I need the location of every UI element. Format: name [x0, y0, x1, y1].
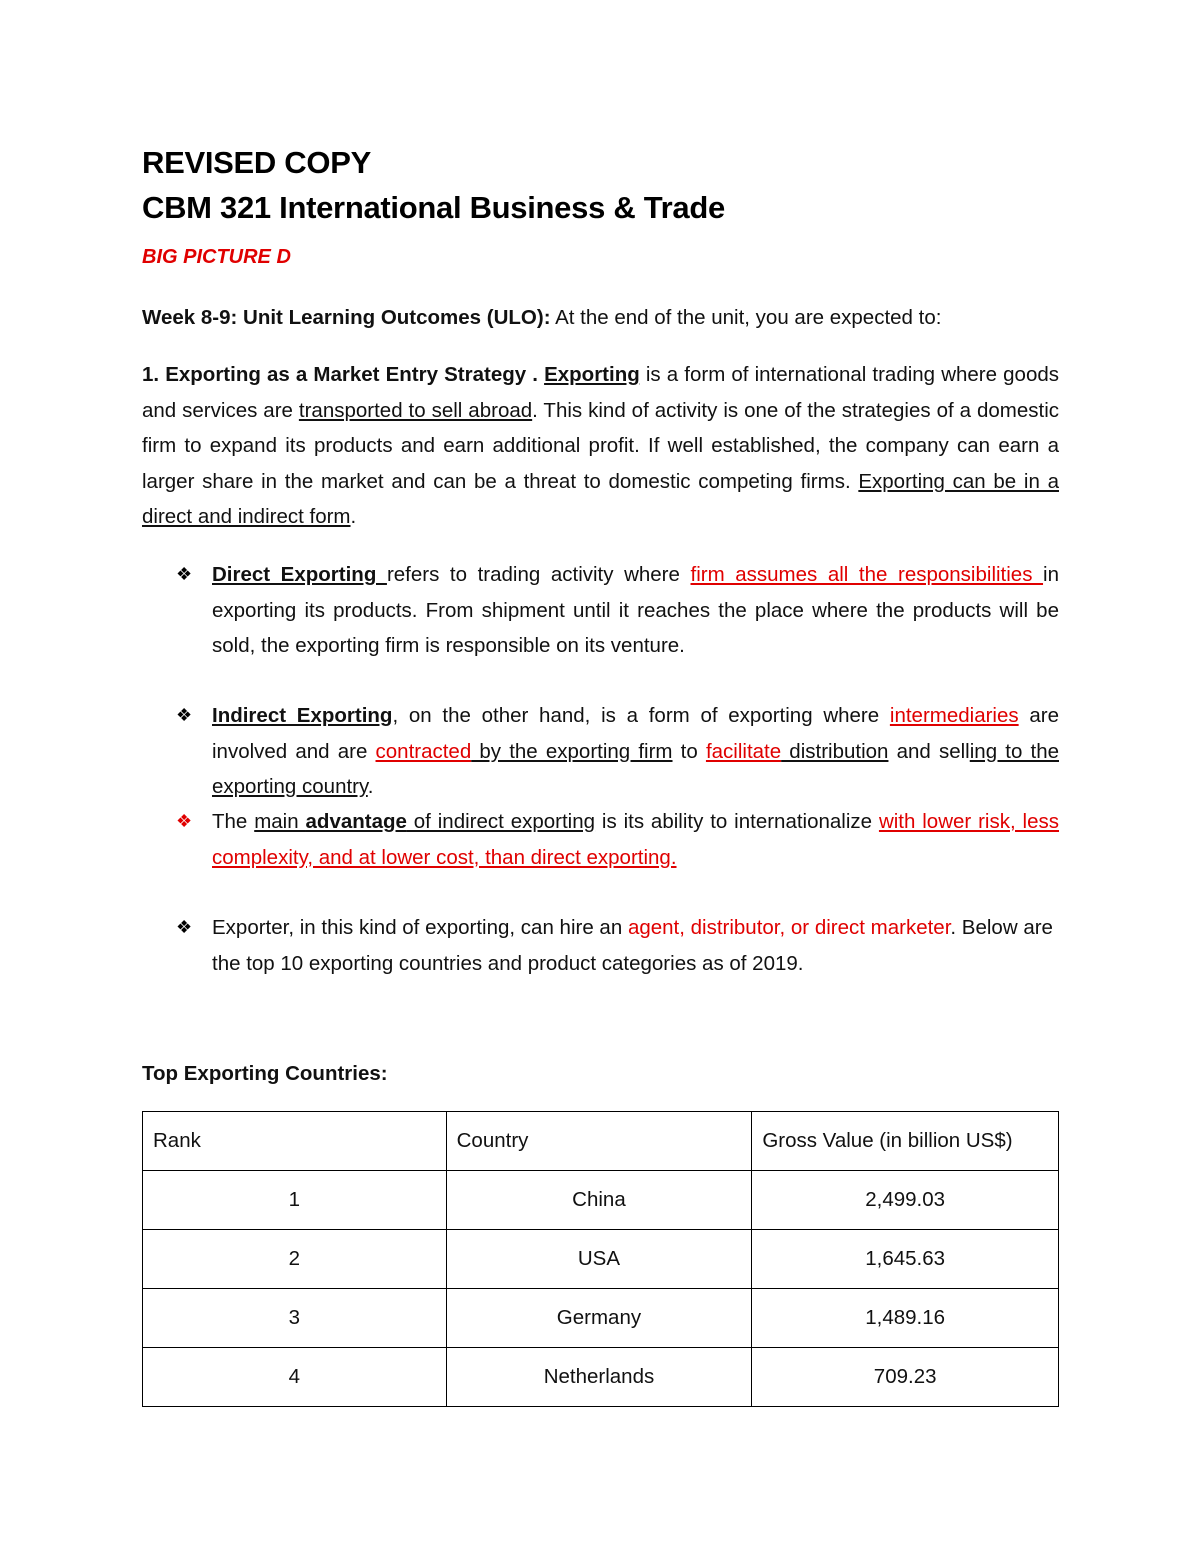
exporting-term: Exporting: [544, 363, 640, 386]
b3-advantage: advantage: [305, 810, 407, 833]
direct-exporting-term: Direct Exporting: [212, 563, 387, 586]
table-title: Top Exporting Countries:: [142, 1062, 388, 1085]
revised-copy-heading: REVISED COPY: [142, 145, 371, 180]
cell-value: 2,499.03: [752, 1171, 1059, 1230]
b2-text-3: to: [672, 739, 706, 763]
intro-paragraph: [142, 357, 1059, 535]
b2-text-2: are involved and are: [212, 704, 1059, 763]
b2-text-1: , on the other hand, is a form of exporting where: [392, 704, 890, 727]
b2-underline-3: ing to the exporting country: [212, 739, 1059, 798]
b4-text-2: . Below are the top 10 exporting countries and product categories as of 2019.: [212, 916, 1053, 975]
bullet-indirect-exporting: [212, 698, 1059, 805]
b2-text-5: .: [367, 775, 374, 798]
b2-red-1: intermediaries: [889, 704, 1019, 727]
cell-value: 709.23: [752, 1348, 1059, 1407]
b3-underline-1: main: [254, 810, 306, 833]
b2-underline-2: distribution: [781, 739, 889, 763]
section-separator: .: [526, 363, 545, 386]
header-gross-value: Gross Value (in billion US$): [752, 1112, 1059, 1171]
diamond-bullet-icon: ❖: [176, 917, 193, 937]
b2-red-3: facilitate: [705, 739, 782, 763]
cell-country: Netherlands: [446, 1348, 752, 1407]
cell-rank: 3: [143, 1289, 447, 1348]
intro-underline-1: transported to sell abroad: [298, 398, 533, 422]
cell-rank: 4: [143, 1348, 447, 1407]
exporting-countries-table: [142, 1111, 1059, 1407]
ulo-label: Week 8-9: Unit Learning Outcomes (ULO):: [142, 306, 551, 329]
header-rank: Rank: [143, 1112, 447, 1171]
b4-red-text: agent, distributor, or direct marketer: [627, 916, 951, 939]
diamond-bullet-icon: ❖: [176, 564, 193, 584]
table-header-row: [143, 1112, 1059, 1171]
table-row: [143, 1348, 1059, 1407]
diamond-bullet-icon: ❖: [176, 705, 193, 725]
cell-country: China: [446, 1171, 752, 1230]
b3-text-0: The: [212, 810, 255, 833]
b3-underline-2: of indirect exporting: [406, 810, 596, 833]
cell-value: 1,489.16: [752, 1289, 1059, 1348]
diamond-bullet-icon: ❖: [176, 811, 193, 831]
bullet-main-advantage: [212, 804, 1059, 875]
b1-text-2: in exporting its products. From shipment until it reaches the place where the products will be sold, the exporting firm is responsible on its venture.: [212, 563, 1059, 657]
intro-underline-2: Exporting can be in a direct and indirect form: [142, 469, 1059, 528]
intro-text-2: . This kind of activity is one of the strategies of a domestic firm to expand its products and earn additional profit. If well established, the company can earn a larger share in the market and can be a threat to domestic competing firms.: [142, 398, 1060, 493]
header-country: Country: [446, 1112, 752, 1171]
bullet-exporter: [212, 910, 1059, 981]
section-title: 1. Exporting as a Market Entry Strategy: [142, 363, 527, 386]
b2-underline-1: by the exporting firm: [471, 739, 673, 763]
cell-rank: 2: [143, 1230, 447, 1289]
b1-red-text: firm assumes all the responsibilities: [690, 563, 1044, 586]
course-title: CBM 321 International Business & Trade: [142, 190, 725, 225]
cell-country: USA: [446, 1230, 752, 1289]
bullet-direct-exporting: [212, 557, 1059, 664]
table-row: [143, 1171, 1059, 1230]
b2-text-4: and sell: [888, 739, 970, 763]
intro-text-1: is a form of international trading where goods and services are: [142, 363, 1059, 422]
b1-text-1: refers to trading activity where: [386, 563, 691, 586]
intro-text-3: .: [350, 505, 357, 528]
table-row: [143, 1289, 1059, 1348]
cell-value: 1,645.63: [752, 1230, 1059, 1289]
ulo-text: At the end of the unit, you are expected to:: [550, 306, 942, 329]
b4-text-1: Exporter, in this kind of exporting, can hire an: [212, 916, 628, 939]
b2-red-2: contracted: [375, 739, 472, 763]
big-picture-label: BIG PICTURE D: [142, 246, 291, 268]
indirect-exporting-term: Indirect Exporting: [212, 704, 393, 727]
table-row: [143, 1230, 1059, 1289]
b3-red-text: with lower risk, less complexity, and at lower cost, than direct exporting.: [212, 810, 1060, 869]
b3-text-1: is its ability to internationalize: [595, 810, 879, 833]
cell-rank: 1: [143, 1171, 447, 1230]
ulo-line: [142, 306, 941, 330]
cell-country: Germany: [446, 1289, 752, 1348]
